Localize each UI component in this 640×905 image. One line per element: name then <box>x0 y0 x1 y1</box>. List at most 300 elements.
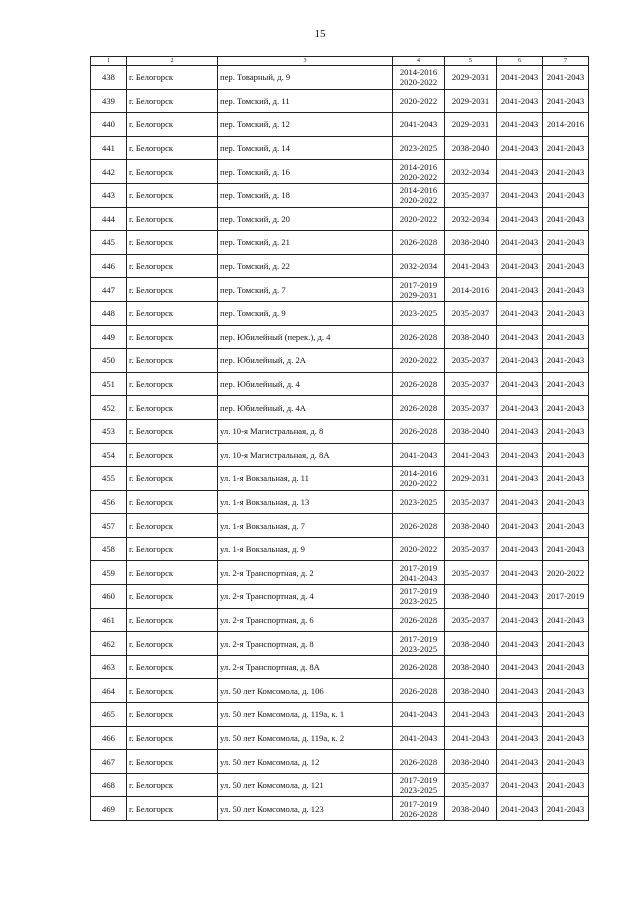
period-col5-cell: 2038-2040 <box>445 585 497 609</box>
table-row <box>91 655 589 679</box>
period-col5-cell: 2032-2034 <box>445 160 497 184</box>
period-cell <box>393 254 445 278</box>
row-number-cell: 446 <box>91 254 127 278</box>
period-col7-cell: 2017-2019 <box>543 585 589 609</box>
period-line: 2026-2028 <box>399 614 438 625</box>
period-col6-cell: 2041-2043 <box>497 490 543 514</box>
period-col5-cell: 2035-2037 <box>445 773 497 797</box>
table-row <box>91 773 589 797</box>
address-cell: ул. 2-я Транспортная, д. 6 <box>218 608 393 632</box>
city-cell: г. Белогорск <box>127 655 218 679</box>
period-col5-cell: 2038-2040 <box>445 136 497 160</box>
row-number-cell: 450 <box>91 349 127 373</box>
period-cell <box>393 183 445 207</box>
table-row <box>91 726 589 750</box>
period-col6-cell: 2041-2043 <box>497 443 543 467</box>
address-cell: пер. Томский, д. 11 <box>218 89 393 113</box>
period-col7-cell: 2041-2043 <box>543 183 589 207</box>
period-col6-cell: 2041-2043 <box>497 231 543 255</box>
row-number-cell: 451 <box>91 372 127 396</box>
address-cell: ул. 50 лет Комсомола, д. 121 <box>218 773 393 797</box>
period-col5-cell: 2035-2037 <box>445 372 497 396</box>
table-row <box>91 561 589 585</box>
address-cell: пер. Томский, д. 12 <box>218 113 393 137</box>
row-number-cell: 453 <box>91 419 127 443</box>
period-col7-cell: 2041-2043 <box>543 419 589 443</box>
period-line: 2023-2025 <box>399 643 438 654</box>
address-cell: пер. Юбилейный (перек.), д. 4 <box>218 325 393 349</box>
period-cell <box>393 467 445 491</box>
city-cell: г. Белогорск <box>127 679 218 703</box>
period-line: 2041-2043 <box>399 709 438 720</box>
period-line: 2032-2034 <box>399 261 438 272</box>
period-line: 2026-2028 <box>399 426 438 437</box>
period-col6-cell: 2041-2043 <box>497 561 543 585</box>
city-cell: г. Белогорск <box>127 632 218 656</box>
row-number-cell: 464 <box>91 679 127 703</box>
period-col7-cell: 2041-2043 <box>543 396 589 420</box>
period-col5-cell: 2038-2040 <box>445 655 497 679</box>
period-line: 2026-2028 <box>399 685 438 696</box>
period-line: 2020-2022 <box>399 195 438 206</box>
city-cell: г. Белогорск <box>127 183 218 207</box>
address-cell: ул. 2-я Транспортная, д. 2 <box>218 561 393 585</box>
row-number-cell: 438 <box>91 66 127 90</box>
city-cell: г. Белогорск <box>127 773 218 797</box>
period-col5-cell: 2038-2040 <box>445 679 497 703</box>
table-row <box>91 207 589 231</box>
city-cell: г. Белогорск <box>127 254 218 278</box>
city-cell: г. Белогорск <box>127 514 218 538</box>
column-number-row <box>91 57 589 66</box>
row-number-cell: 441 <box>91 136 127 160</box>
period-col5-cell: 2035-2037 <box>445 561 497 585</box>
city-cell: г. Белогорск <box>127 372 218 396</box>
period-col5-cell: 2038-2040 <box>445 632 497 656</box>
address-cell: ул. 1-я Вокзальная, д. 9 <box>218 537 393 561</box>
table-row <box>91 349 589 373</box>
table-row <box>91 66 589 90</box>
table-row <box>91 372 589 396</box>
period-line: 2017-2019 <box>399 279 438 290</box>
address-cell: ул. 10-я Магистральная, д. 8 <box>218 419 393 443</box>
period-col7-cell: 2020-2022 <box>543 561 589 585</box>
period-line: 2017-2019 <box>399 798 438 809</box>
period-cell <box>393 113 445 137</box>
period-line: 2041-2043 <box>399 732 438 743</box>
period-col6-cell: 2041-2043 <box>497 419 543 443</box>
row-number-cell: 459 <box>91 561 127 585</box>
housing-register-table <box>90 56 589 821</box>
period-cell <box>393 703 445 727</box>
table-row <box>91 467 589 491</box>
row-number-cell: 448 <box>91 301 127 325</box>
address-cell: пер. Томский, д. 22 <box>218 254 393 278</box>
period-col6-cell: 2041-2043 <box>497 655 543 679</box>
period-line: 2041-2043 <box>399 572 438 583</box>
period-cell <box>393 773 445 797</box>
address-cell: пер. Томский, д. 21 <box>218 231 393 255</box>
period-col6-cell: 2041-2043 <box>497 797 543 821</box>
table-row <box>91 537 589 561</box>
period-line: 2020-2022 <box>399 171 438 182</box>
period-col6-cell: 2041-2043 <box>497 750 543 774</box>
period-cell <box>393 207 445 231</box>
table-row <box>91 703 589 727</box>
city-cell: г. Белогорск <box>127 726 218 750</box>
period-cell <box>393 231 445 255</box>
period-col7-cell: 2041-2043 <box>543 632 589 656</box>
row-number-cell: 443 <box>91 183 127 207</box>
period-col6-cell: 2041-2043 <box>497 703 543 727</box>
period-col6-cell: 2041-2043 <box>497 349 543 373</box>
period-cell <box>393 537 445 561</box>
period-col6-cell: 2041-2043 <box>497 537 543 561</box>
table-row <box>91 608 589 632</box>
column-header: 7 <box>543 57 589 66</box>
city-cell: г. Белогорск <box>127 89 218 113</box>
city-cell: г. Белогорск <box>127 490 218 514</box>
period-col6-cell: 2041-2043 <box>497 372 543 396</box>
period-cell <box>393 608 445 632</box>
period-col5-cell: 2041-2043 <box>445 726 497 750</box>
period-col6-cell: 2041-2043 <box>497 207 543 231</box>
row-number-cell: 447 <box>91 278 127 302</box>
table-row <box>91 419 589 443</box>
period-line: 2023-2025 <box>399 143 438 154</box>
period-line: 2017-2019 <box>399 562 438 573</box>
row-number-cell: 461 <box>91 608 127 632</box>
column-header: 1 <box>91 57 127 66</box>
table-row <box>91 278 589 302</box>
city-cell: г. Белогорск <box>127 467 218 491</box>
row-number-cell: 456 <box>91 490 127 514</box>
period-line: 2026-2028 <box>399 331 438 342</box>
period-cell <box>393 655 445 679</box>
address-cell: пер. Томский, д. 20 <box>218 207 393 231</box>
period-col6-cell: 2041-2043 <box>497 467 543 491</box>
period-line: 2023-2025 <box>399 496 438 507</box>
city-cell: г. Белогорск <box>127 325 218 349</box>
address-cell: пер. Юбилейный, д. 2А <box>218 349 393 373</box>
row-number-cell: 468 <box>91 773 127 797</box>
period-col7-cell: 2041-2043 <box>543 89 589 113</box>
city-cell: г. Белогорск <box>127 396 218 420</box>
period-col7-cell: 2041-2043 <box>543 703 589 727</box>
period-col5-cell: 2032-2034 <box>445 207 497 231</box>
period-col6-cell: 2041-2043 <box>497 773 543 797</box>
period-col6-cell: 2041-2043 <box>497 585 543 609</box>
period-col5-cell: 2035-2037 <box>445 537 497 561</box>
period-cell <box>393 632 445 656</box>
period-col6-cell: 2041-2043 <box>497 514 543 538</box>
table-row <box>91 89 589 113</box>
address-cell: ул. 50 лет Комсомола, д. 106 <box>218 679 393 703</box>
period-cell <box>393 325 445 349</box>
city-cell: г. Белогорск <box>127 608 218 632</box>
column-header: 2 <box>127 57 218 66</box>
period-cell <box>393 396 445 420</box>
address-cell: ул. 2-я Транспортная, д. 8А <box>218 655 393 679</box>
address-cell: ул. 2-я Транспортная, д. 4 <box>218 585 393 609</box>
address-cell: ул. 1-я Вокзальная, д. 11 <box>218 467 393 491</box>
period-col7-cell: 2041-2043 <box>543 514 589 538</box>
city-cell: г. Белогорск <box>127 66 218 90</box>
period-col5-cell: 2029-2031 <box>445 113 497 137</box>
table-row <box>91 443 589 467</box>
period-col7-cell: 2041-2043 <box>543 66 589 90</box>
period-cell <box>393 89 445 113</box>
period-col7-cell: 2041-2043 <box>543 655 589 679</box>
period-col5-cell: 2041-2043 <box>445 703 497 727</box>
period-cell <box>393 726 445 750</box>
period-line: 2026-2028 <box>399 379 438 390</box>
table-row <box>91 679 589 703</box>
city-cell: г. Белогорск <box>127 537 218 561</box>
address-cell: пер. Томский, д. 14 <box>218 136 393 160</box>
period-col7-cell: 2041-2043 <box>543 750 589 774</box>
city-cell: г. Белогорск <box>127 113 218 137</box>
row-number-cell: 467 <box>91 750 127 774</box>
period-col7-cell: 2041-2043 <box>543 231 589 255</box>
row-number-cell: 445 <box>91 231 127 255</box>
period-cell <box>393 679 445 703</box>
period-col7-cell: 2041-2043 <box>543 443 589 467</box>
period-col7-cell: 2041-2043 <box>543 467 589 491</box>
address-cell: пер. Юбилейный, д. 4А <box>218 396 393 420</box>
city-cell: г. Белогорск <box>127 703 218 727</box>
period-col7-cell: 2041-2043 <box>543 537 589 561</box>
page-number: 15 <box>314 28 326 40</box>
row-number-cell: 455 <box>91 467 127 491</box>
table-row <box>91 231 589 255</box>
period-cell <box>393 372 445 396</box>
period-line: 2014-2016 <box>399 468 438 479</box>
table-row <box>91 585 589 609</box>
period-line: 2026-2028 <box>399 756 438 767</box>
address-cell: ул. 50 лет Комсомола, д. 119а, к. 1 <box>218 703 393 727</box>
column-header: 5 <box>445 57 497 66</box>
city-cell: г. Белогорск <box>127 419 218 443</box>
period-cell <box>393 750 445 774</box>
period-cell <box>393 278 445 302</box>
table-row <box>91 254 589 278</box>
table-row <box>91 183 589 207</box>
table-row <box>91 396 589 420</box>
period-col7-cell: 2041-2043 <box>543 207 589 231</box>
period-col7-cell: 2041-2043 <box>543 773 589 797</box>
column-header: 6 <box>497 57 543 66</box>
period-cell <box>393 490 445 514</box>
column-header: 3 <box>218 57 393 66</box>
table-row <box>91 514 589 538</box>
table-row <box>91 136 589 160</box>
period-col5-cell: 2041-2043 <box>445 443 497 467</box>
period-col5-cell: 2014-2016 <box>445 278 497 302</box>
address-cell: пер. Томский, д. 7 <box>218 278 393 302</box>
table-row <box>91 632 589 656</box>
address-cell: пер. Юбилейный, д. 4 <box>218 372 393 396</box>
row-number-cell: 444 <box>91 207 127 231</box>
period-col6-cell: 2041-2043 <box>497 254 543 278</box>
row-number-cell: 454 <box>91 443 127 467</box>
period-cell <box>393 561 445 585</box>
city-cell: г. Белогорск <box>127 349 218 373</box>
address-cell: ул. 1-я Вокзальная, д. 13 <box>218 490 393 514</box>
period-col5-cell: 2035-2037 <box>445 396 497 420</box>
period-line: 2020-2022 <box>399 77 438 88</box>
period-col5-cell: 2029-2031 <box>445 66 497 90</box>
period-col7-cell: 2041-2043 <box>543 278 589 302</box>
row-number-cell: 460 <box>91 585 127 609</box>
period-line: 2023-2025 <box>399 308 438 319</box>
period-col5-cell: 2038-2040 <box>445 514 497 538</box>
address-cell: ул. 50 лет Комсомола, д. 119а, к. 2 <box>218 726 393 750</box>
period-col6-cell: 2041-2043 <box>497 66 543 90</box>
period-col6-cell: 2041-2043 <box>497 136 543 160</box>
period-col6-cell: 2041-2043 <box>497 325 543 349</box>
city-cell: г. Белогорск <box>127 278 218 302</box>
city-cell: г. Белогорск <box>127 231 218 255</box>
period-cell <box>393 419 445 443</box>
period-col6-cell: 2041-2043 <box>497 89 543 113</box>
period-line: 2029-2031 <box>399 289 438 300</box>
row-number-cell: 463 <box>91 655 127 679</box>
row-number-cell: 440 <box>91 113 127 137</box>
table-row <box>91 325 589 349</box>
table-body <box>91 66 589 821</box>
period-line: 2020-2022 <box>399 478 438 489</box>
address-cell: ул. 1-я Вокзальная, д. 7 <box>218 514 393 538</box>
period-line: 2026-2028 <box>399 520 438 531</box>
period-line: 2020-2022 <box>399 355 438 366</box>
period-line: 2026-2028 <box>399 662 438 673</box>
period-col5-cell: 2038-2040 <box>445 419 497 443</box>
row-number-cell: 469 <box>91 797 127 821</box>
period-col5-cell: 2038-2040 <box>445 750 497 774</box>
period-line: 2026-2028 <box>399 402 438 413</box>
period-col7-cell: 2041-2043 <box>543 608 589 632</box>
period-col5-cell: 2029-2031 <box>445 467 497 491</box>
city-cell: г. Белогорск <box>127 301 218 325</box>
period-col7-cell: 2041-2043 <box>543 372 589 396</box>
period-line: 2026-2028 <box>399 237 438 248</box>
period-line: 2014-2016 <box>399 67 438 78</box>
period-col5-cell: 2035-2037 <box>445 490 497 514</box>
period-cell <box>393 136 445 160</box>
address-cell: ул. 50 лет Комсомола, д. 12 <box>218 750 393 774</box>
address-cell: пер. Товарный, д. 9 <box>218 66 393 90</box>
row-number-cell: 458 <box>91 537 127 561</box>
period-line: 2017-2019 <box>399 775 438 786</box>
period-col7-cell: 2041-2043 <box>543 349 589 373</box>
table-row <box>91 490 589 514</box>
row-number-cell: 462 <box>91 632 127 656</box>
period-col7-cell: 2041-2043 <box>543 325 589 349</box>
row-number-cell: 465 <box>91 703 127 727</box>
period-col5-cell: 2038-2040 <box>445 797 497 821</box>
address-cell: пер. Томский, д. 9 <box>218 301 393 325</box>
period-line: 2041-2043 <box>399 119 438 130</box>
period-col5-cell: 2035-2037 <box>445 349 497 373</box>
address-cell: ул. 10-я Магистральная, д. 8А <box>218 443 393 467</box>
period-line: 2020-2022 <box>399 95 438 106</box>
period-line: 2026-2028 <box>399 808 438 819</box>
period-line: 2023-2025 <box>399 596 438 607</box>
column-header: 4 <box>393 57 445 66</box>
period-cell <box>393 301 445 325</box>
table-row <box>91 301 589 325</box>
period-col5-cell: 2038-2040 <box>445 325 497 349</box>
city-cell: г. Белогорск <box>127 136 218 160</box>
period-line: 2014-2016 <box>399 161 438 172</box>
row-number-cell: 452 <box>91 396 127 420</box>
table-row <box>91 750 589 774</box>
period-line: 2041-2043 <box>399 449 438 460</box>
period-col6-cell: 2041-2043 <box>497 301 543 325</box>
row-number-cell: 449 <box>91 325 127 349</box>
period-col6-cell: 2041-2043 <box>497 726 543 750</box>
period-line: 2023-2025 <box>399 785 438 796</box>
period-col5-cell: 2041-2043 <box>445 254 497 278</box>
address-cell: пер. Томский, д. 16 <box>218 160 393 184</box>
period-col6-cell: 2041-2043 <box>497 160 543 184</box>
period-col6-cell: 2041-2043 <box>497 183 543 207</box>
row-number-cell: 457 <box>91 514 127 538</box>
period-col5-cell: 2038-2040 <box>445 231 497 255</box>
city-cell: г. Белогорск <box>127 561 218 585</box>
row-number-cell: 442 <box>91 160 127 184</box>
period-line: 2014-2016 <box>399 185 438 196</box>
row-number-cell: 466 <box>91 726 127 750</box>
period-col6-cell: 2041-2043 <box>497 632 543 656</box>
period-col5-cell: 2035-2037 <box>445 301 497 325</box>
address-cell: ул. 50 лет Комсомола, д. 123 <box>218 797 393 821</box>
city-cell: г. Белогорск <box>127 750 218 774</box>
period-col6-cell: 2041-2043 <box>497 608 543 632</box>
period-cell <box>393 66 445 90</box>
period-cell <box>393 443 445 467</box>
period-col7-cell: 2041-2043 <box>543 797 589 821</box>
period-col7-cell: 2041-2043 <box>543 490 589 514</box>
table-row <box>91 160 589 184</box>
period-col7-cell: 2041-2043 <box>543 254 589 278</box>
period-col6-cell: 2041-2043 <box>497 679 543 703</box>
city-cell: г. Белогорск <box>127 160 218 184</box>
period-cell <box>393 797 445 821</box>
period-col7-cell: 2041-2043 <box>543 160 589 184</box>
period-col6-cell: 2041-2043 <box>497 278 543 302</box>
period-col7-cell: 2041-2043 <box>543 136 589 160</box>
period-cell <box>393 160 445 184</box>
period-col6-cell: 2041-2043 <box>497 113 543 137</box>
period-col6-cell: 2041-2043 <box>497 396 543 420</box>
city-cell: г. Белогорск <box>127 443 218 467</box>
city-cell: г. Белогорск <box>127 797 218 821</box>
period-col7-cell: 2014-2016 <box>543 113 589 137</box>
address-cell: ул. 2-я Транспортная, д. 8 <box>218 632 393 656</box>
row-number-cell: 439 <box>91 89 127 113</box>
period-line: 2017-2019 <box>399 633 438 644</box>
city-cell: г. Белогорск <box>127 585 218 609</box>
period-cell <box>393 585 445 609</box>
period-line: 2017-2019 <box>399 586 438 597</box>
table-row <box>91 797 589 821</box>
address-cell: пер. Томский, д. 18 <box>218 183 393 207</box>
table-row <box>91 113 589 137</box>
period-col5-cell: 2029-2031 <box>445 89 497 113</box>
period-line: 2020-2022 <box>399 544 438 555</box>
